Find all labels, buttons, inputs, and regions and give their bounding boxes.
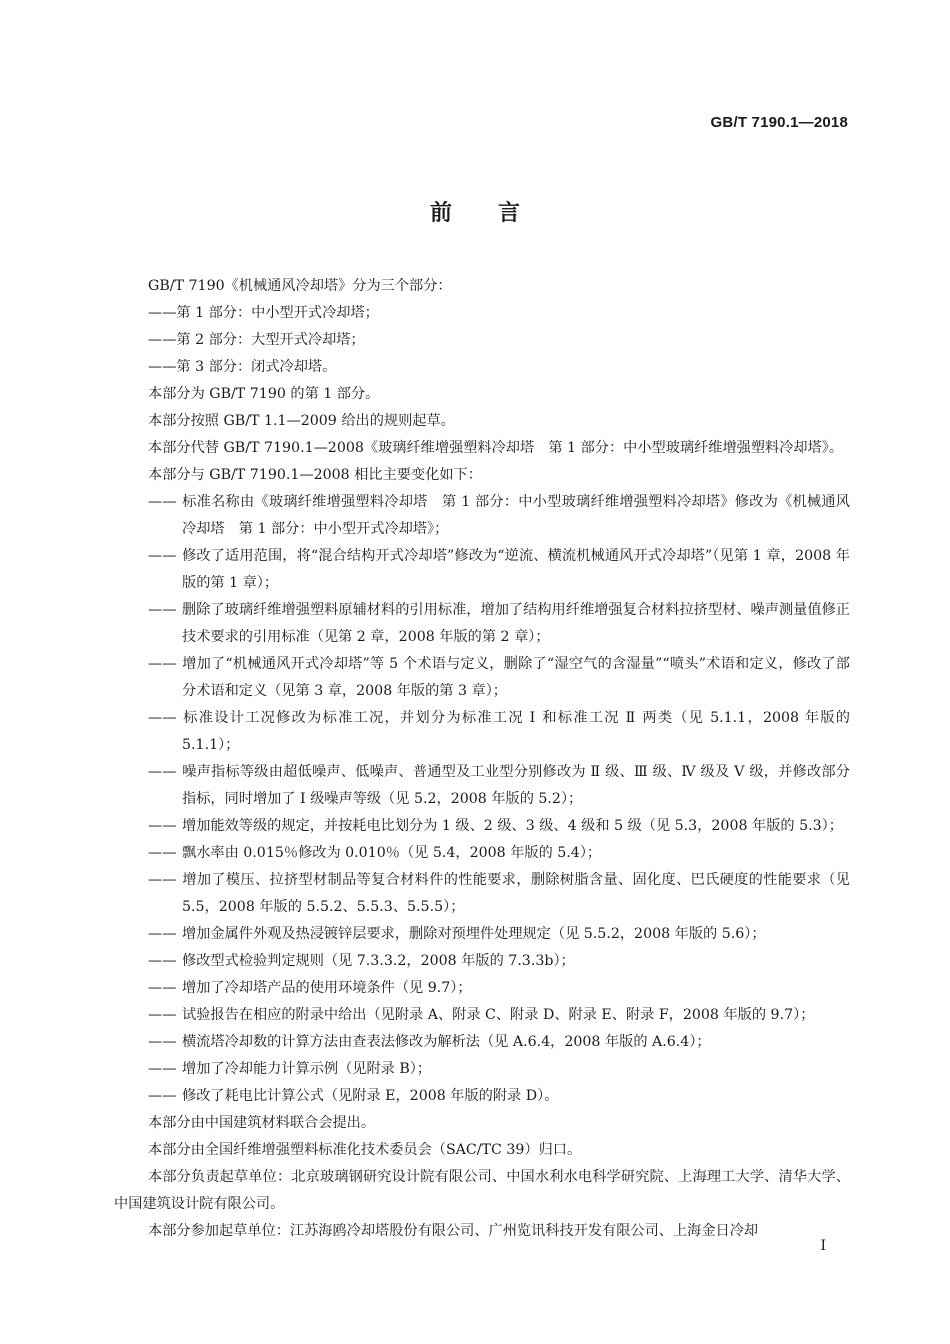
change-text: 删除了玻璃纤维增强塑料原辅材料的引用标准，增加了结构用纤维增强复合材料拉挤型材、噪声测量值修正技术要求的引用标准（见第 2 章，2008 年版的第 2 章）；: [182, 602, 850, 645]
change-text: 试验报告在相应的附录中给出（见附录 A、附录 C、附录 D、附录 E、附录 F，2008 年版的 9.7）；: [182, 1007, 815, 1023]
list-dash: ——: [148, 602, 177, 618]
change-text: 横流塔冷却数的计算方法由查表法修改为解析法（见 A.6.4，2008 年版的 A.6.4）；: [182, 1034, 711, 1050]
change-text: 标准名称由《玻璃纤维增强塑料冷却塔 第 1 部分：中小型玻璃纤维增强塑料冷却塔》修改为《机械通风冷却塔 第 1 部分：中小型开式冷却塔》；: [182, 494, 850, 537]
paragraph: 本部分负责起草单位：北京玻璃钢研究设计院有限公司、中国水利水电科学研究院、上海理工大学、清华大学、中国建筑设计院有限公司。: [114, 1169, 850, 1212]
list-dash: ——: [148, 818, 177, 834]
list-dash: ——: [148, 1034, 177, 1050]
change-list-item: [114, 1002, 850, 1029]
change-list-item: [114, 948, 850, 975]
change-text: 标准设计工况修改为标准工况，并划分为标准工况 Ⅰ 和标准工况 Ⅱ 两类（见 5.1.1，2008 年版的 5.1.1）；: [182, 710, 850, 753]
change-list-item: [114, 1083, 850, 1110]
change-list-item: [114, 597, 850, 651]
change-list-item: [114, 840, 850, 867]
list-dash: ——: [148, 926, 177, 942]
change-list-item: [114, 651, 850, 705]
change-text: 飘水率由 0.015％修改为 0.010％（见 5.4，2008 年版的 5.4）；: [182, 845, 602, 861]
change-text: 修改了适用范围，将“混合结构开式冷却塔”修改为“逆流、横流机械通风开式冷却塔”（见第 1 章，2008 年版的第 1 章）；: [182, 548, 850, 591]
change-text: 增加了冷却能力计算示例（见附录 B）；: [182, 1061, 432, 1077]
part-list-item: ——第 1 部分：中小型开式冷却塔；: [148, 305, 379, 321]
change-text: 增加了冷却塔产品的使用环境条件（见 9.7）；: [182, 980, 472, 996]
change-text: 增加能效等级的规定，并按耗电比划分为 1 级、2 级、3 级、4 级和 5 级（见 5.3，2008 年版的 5.3）；: [182, 818, 843, 834]
change-list-item: [114, 1056, 850, 1083]
list-dash: ——: [148, 548, 177, 564]
part-list-item: ——第 2 部分：大型开式冷却塔；: [148, 332, 365, 348]
change-list-item: [114, 759, 850, 813]
page-number: Ⅰ: [820, 1238, 826, 1254]
change-list-item: [114, 543, 850, 597]
list-dash: ——: [148, 656, 177, 672]
list-dash: ——: [148, 710, 177, 726]
paragraph: 本部分按照 GB/T 1.1—2009 给出的规则起草。: [148, 413, 455, 429]
document-body: [114, 273, 850, 1245]
change-list-item: [114, 921, 850, 948]
page-title: 前言: [429, 201, 566, 226]
paragraph: 本部分由中国建筑材料联合会提出。: [148, 1115, 376, 1131]
list-dash: ——: [148, 845, 177, 861]
changes-list: [114, 489, 850, 1110]
list-dash: ——: [148, 494, 177, 510]
list-dash: ——: [148, 764, 177, 780]
change-list-item: [114, 489, 850, 543]
change-list-item: [114, 867, 850, 921]
change-list-item: [114, 705, 850, 759]
paragraph: 本部分为 GB/T 7190 的第 1 部分。: [148, 386, 380, 402]
intro-paragraph: GB/T 7190《机械通风冷却塔》分为三个部分：: [148, 278, 452, 294]
change-text: 增加了模压、拉挤型材制品等复合材料件的性能要求，删除树脂含量、固化度、巴氏硬度的性能要求（见 5.5，2008 年版的 5.5.2、5.5.3、5.5.5）；: [182, 872, 850, 915]
paragraph: 本部分与 GB/T 7190.1—2008 相比主要变化如下：: [148, 467, 482, 483]
change-list-item: [114, 1029, 850, 1056]
list-dash: ——: [148, 1088, 177, 1104]
standard-code-header: GB/T 7190.1—2018: [710, 114, 848, 131]
paragraph: 本部分由全国纤维增强塑料标准化技术委员会（SAC/TC 39）归口。: [148, 1142, 582, 1158]
list-dash: ——: [148, 1007, 177, 1023]
part-list-item: ——第 3 部分：闭式冷却塔。: [148, 359, 337, 375]
change-text: 增加金属件外观及热浸镀锌层要求，删除对预埋件处理规定（见 5.5.2，2008 年版的 5.6）；: [182, 926, 766, 942]
list-dash: ——: [148, 1061, 177, 1077]
paragraph: 本部分参加起草单位：江苏海鸥冷却塔股份有限公司、广州览讯科技开发有限公司、上海金日冷却: [148, 1223, 759, 1239]
change-list-item: [114, 975, 850, 1002]
change-text: 噪声指标等级由超低噪声、低噪声、普通型及工业型分别修改为 Ⅱ 级、Ⅲ 级、Ⅳ 级及 Ⅴ 级，并修改部分指标，同时增加了 Ⅰ 级噪声等级（见 5.2，2008 年版的 5.2）；: [182, 764, 850, 807]
paragraph: 本部分代替 GB/T 7190.1—2008《玻璃纤维增强塑料冷却塔 第 1 部分：中小型玻璃纤维增强塑料冷却塔》。: [148, 440, 844, 456]
list-dash: ——: [148, 980, 177, 996]
list-dash: ——: [148, 953, 177, 969]
change-list-item: [114, 813, 850, 840]
change-text: 修改型式检验判定规则（见 7.3.3.2，2008 年版的 7.3.3b）；: [182, 953, 575, 969]
change-text: 修改了耗电比计算公式（见附录 E，2008 年版的附录 D）。: [182, 1088, 559, 1104]
list-dash: ——: [148, 872, 177, 888]
change-text: 增加了“机械通风开式冷却塔”等 5 个术语与定义，删除了“湿空气的含湿量”“喷头”术语和定义，修改了部分术语和定义（见第 3 章，2008 年版的第 3 章）；: [182, 656, 850, 699]
